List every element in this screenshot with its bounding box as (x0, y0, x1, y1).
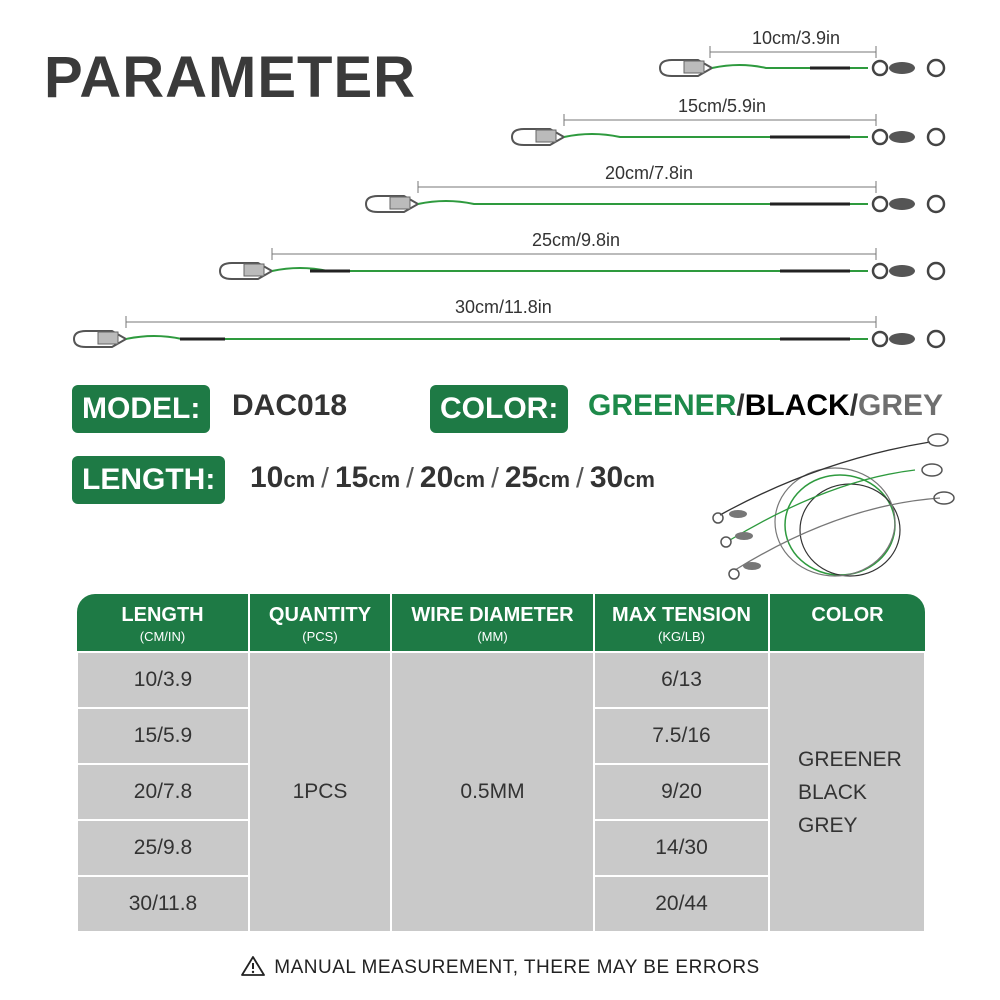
length-separator: / (406, 462, 414, 493)
color-greener: GREENER (588, 389, 737, 422)
leader-15cm (512, 114, 944, 145)
footer-note (0, 955, 1000, 979)
length-number: 10 (250, 461, 284, 494)
warning-icon (240, 955, 266, 977)
color-slash: / (736, 389, 745, 422)
length-unit: cm (623, 467, 655, 492)
leader-25cm (220, 248, 944, 279)
table-header-row (77, 594, 925, 652)
spec-table (76, 594, 926, 933)
length-number: 20 (419, 461, 454, 494)
cell-length: 20/7.8 (77, 764, 249, 820)
length-number: 25 (504, 461, 539, 494)
length-unit: cm (453, 467, 486, 492)
header-wire-diameter: WIRE DIAMETER (MM) (391, 594, 594, 652)
cell-length: 15/5.9 (77, 708, 249, 764)
header-color: COLOR (769, 594, 925, 652)
leader-label: 25cm/9.8in (532, 230, 621, 250)
length-label: LENGTH: (72, 456, 225, 504)
header-quantity: QUANTITY (PCS) (249, 594, 391, 652)
leader-30cm (74, 316, 944, 347)
color-value (588, 389, 943, 423)
cell-tension: 14/30 (594, 820, 769, 876)
leader-label: 10cm/3.9in (752, 28, 841, 48)
length-separator: / (321, 462, 329, 493)
coiled-leaders-illustration (700, 430, 960, 590)
leader-label: 20cm/7.8in (605, 163, 694, 183)
length-number: 30 (589, 461, 624, 494)
length-values (250, 461, 655, 495)
cell-length: 10/3.9 (77, 652, 249, 708)
footer-text: MANUAL MEASUREMENT, THERE MAY BE ERRORS (274, 957, 760, 978)
leader-label: 30cm/11.8in (455, 297, 552, 317)
header-max-tension: MAX TENSION (KG/LB) (594, 594, 769, 652)
cell-tension: 9/20 (594, 764, 769, 820)
cell-tension: 7.5/16 (594, 708, 769, 764)
color-grey: GREY (858, 389, 944, 422)
color-slash: / (849, 389, 859, 422)
model-value: DAC018 (232, 389, 348, 422)
color-item: GREENER (798, 747, 902, 771)
cell-length: 30/11.8 (77, 876, 249, 932)
length-unit: cm (538, 467, 571, 492)
length-separator: / (491, 462, 499, 493)
length-unit: cm (283, 467, 316, 492)
leader-10cm (660, 46, 944, 76)
cell-tension: 6/13 (594, 652, 769, 708)
length-separator: / (576, 462, 584, 493)
leader-20cm (366, 181, 944, 212)
cell-quantity: 1PCS (249, 652, 391, 932)
cell-wire-diameter: 0.5MM (391, 652, 594, 932)
cell-length: 25/9.8 (77, 820, 249, 876)
color-item: GREY (798, 813, 858, 837)
leader-label: 15cm/5.9in (678, 96, 767, 116)
model-label: MODEL: (72, 385, 210, 433)
cell-tension: 20/44 (594, 876, 769, 932)
length-number: 15 (334, 461, 369, 494)
color-black: BLACK (744, 389, 850, 422)
page-title: PARAMETER (44, 45, 417, 110)
table-row (77, 652, 925, 708)
color-label: COLOR: (430, 385, 568, 433)
header-length: LENGTH (CM/IN) (77, 594, 249, 652)
length-unit: cm (368, 467, 401, 492)
color-item: BLACK (798, 780, 867, 804)
cell-color (769, 652, 925, 932)
